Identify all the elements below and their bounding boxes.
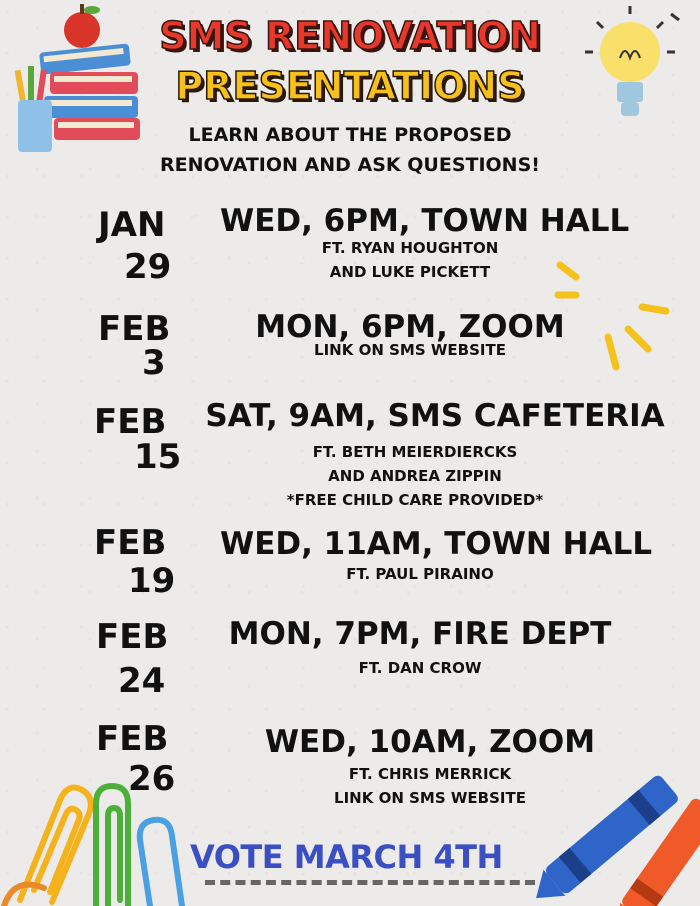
subtitle-line-2: RENOVATION AND ASK QUESTIONS! [160, 154, 540, 176]
crayons-icon [520, 760, 700, 906]
dashed-divider [205, 880, 535, 885]
event-3-detail-3: *FREE CHILD CARE PROVIDED* [286, 491, 544, 509]
event-2-detail-1: LINK ON SMS WEBSITE [314, 341, 506, 359]
event-2-month: FEB [98, 309, 171, 349]
event-6-headline: WED, 10AM, ZOOM [264, 724, 596, 760]
event-4-day: 19 [128, 561, 176, 601]
event-1-month: JAN [98, 205, 166, 245]
subtitle-line-1: LEARN ABOUT THE PROPOSED [188, 124, 512, 146]
title-line-1: SMS RENOVATION [159, 14, 541, 58]
event-3-day: 15 [134, 437, 182, 477]
event-6-month: FEB [96, 719, 169, 759]
event-4-headline: WED, 11AM, TOWN HALL [220, 526, 653, 562]
title-line-2: PRESENTATIONS [175, 64, 525, 108]
event-5-month: FEB [96, 617, 169, 657]
event-5-headline: MON, 7PM, FIRE DEPT [228, 616, 612, 652]
event-3-month: FEB [94, 402, 167, 442]
event-1-day: 29 [124, 247, 172, 287]
subtitle [0, 120, 700, 180]
event-5-detail-1: FT. DAN CROW [358, 659, 482, 677]
event-2-headline: MON, 6PM, ZOOM [255, 309, 565, 345]
event-6-day: 26 [128, 759, 176, 799]
event-4-month: FEB [94, 523, 167, 563]
event-4-detail-1: FT. PAUL PIRAINO [346, 565, 494, 583]
event-6-detail-1: FT. CHRIS MERRICK [348, 765, 512, 783]
event-1-headline: WED, 6PM, TOWN HALL [220, 203, 630, 239]
event-1-detail-2: AND LUKE PICKETT [329, 263, 491, 281]
event-5-day: 24 [118, 661, 166, 701]
event-3-headline: SAT, 9AM, SMS CAFETERIA [205, 398, 665, 434]
paperclips-icon [0, 770, 200, 906]
event-3-detail-2: AND ANDREA ZIPPIN [328, 467, 502, 485]
vote-banner: VOTE MARCH 4TH [190, 838, 503, 876]
event-3-detail-1: FT. BETH MEIERDIERCKS [312, 443, 518, 461]
event-2-day: 3 [142, 343, 166, 383]
event-1-detail-1: FT. RYAN HOUGHTON [321, 239, 499, 257]
event-6-detail-2: LINK ON SMS WEBSITE [334, 789, 526, 807]
